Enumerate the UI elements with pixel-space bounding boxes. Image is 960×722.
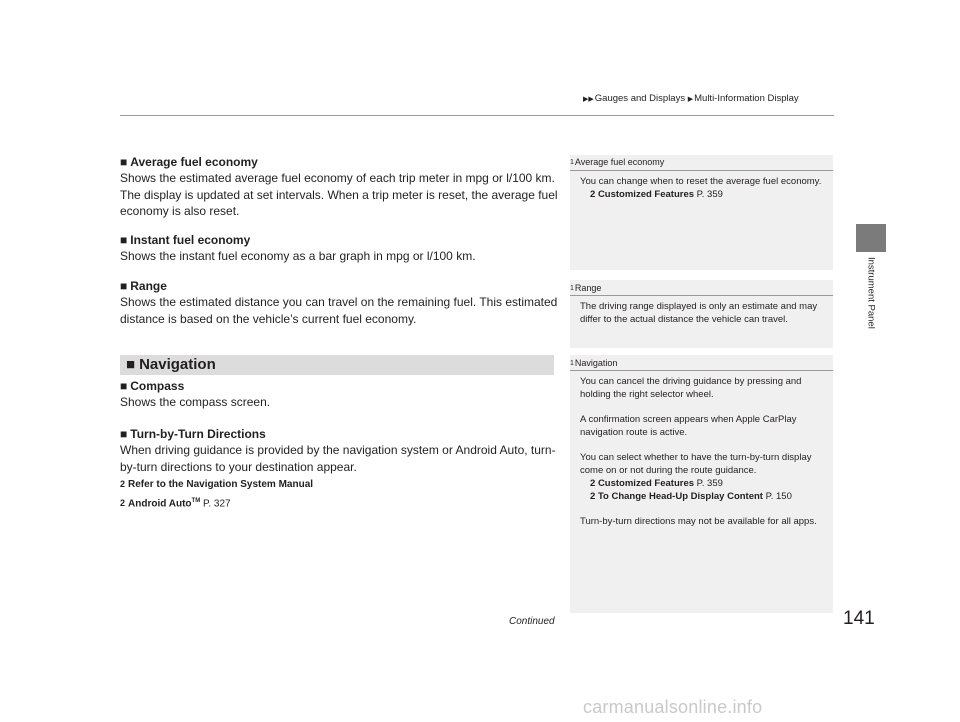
heading-text: Compass [130, 379, 185, 393]
section-heading [120, 426, 560, 442]
section-bullet-icon: ■ [120, 379, 128, 393]
note-text: You can change when to reset the average fuel economy. [580, 176, 822, 187]
section-body: When driving guidance is provided by the navigation system or Android Auto, turn-by-turn directions to your destination appear. [120, 443, 556, 474]
navigation-section-bar [120, 355, 554, 375]
section-body: Shows the instant fuel economy as a bar graph in mpg or l/100 km. [120, 249, 476, 263]
watermark: carmanualsonline.info [583, 697, 763, 717]
note-paragraph: You can select whether to have the turn-by-turn display come on or not during the route guidance. [580, 452, 812, 476]
section-compass [120, 378, 560, 411]
page-number: 141 [843, 608, 875, 629]
reference-link[interactable]: Customized Features [597, 478, 695, 489]
trademark-sup: TM [191, 498, 201, 504]
section-body: Shows the estimated distance you can travel on the remaining fuel. This estimated distance is based on the vehicle’s current fuel economy. [120, 295, 558, 326]
reference-link[interactable]: Android Auto [128, 498, 192, 510]
breadcrumb-item-mid[interactable]: Multi-Information Display [694, 93, 799, 104]
section-range [120, 278, 560, 327]
heading-text: Average fuel economy [130, 155, 258, 169]
chapter-tab-label [857, 257, 885, 367]
continued-label: Continued [509, 616, 555, 627]
section-heading [120, 232, 560, 248]
section-heading [120, 278, 560, 294]
breadcrumb-arrow-icon: ▶ [687, 96, 694, 103]
note-paragraph: You can cancel the driving guidance by pressing and holding the right selector wheel. [580, 376, 802, 400]
reference-arrow-icon: 2 [120, 479, 126, 489]
note-average-fuel-economy [570, 155, 833, 270]
note-reference[interactable]: 2 To Change Head-Up Display Content P. 150 [590, 491, 792, 502]
section-body: Shows the compass screen. [120, 395, 271, 409]
reference-link[interactable]: Customized Features [597, 189, 695, 200]
note-title: 1Average fuel economy [570, 157, 665, 167]
heading-text: Turn-by-Turn Directions [130, 427, 266, 441]
chapter-tab-text: Instrument Panel [865, 257, 877, 329]
header-divider [120, 115, 834, 116]
reference-link[interactable]: To Change Head-Up Display Content [597, 491, 763, 502]
breadcrumb-arrow-icon: ▶▶ [583, 96, 594, 103]
note-divider [570, 370, 833, 371]
note-title: 1Range [570, 283, 602, 293]
note-navigation [570, 355, 833, 613]
heading-text: Navigation [139, 356, 216, 373]
reference-arrow-icon: 2 [120, 498, 126, 509]
note-reference[interactable]: 2 Customized Features P. 359 [590, 189, 723, 200]
reference-page: P. 359 [696, 478, 723, 489]
note-body: The driving range displayed is only an estimate and may differ to the actual distance the vehicle can travel. [580, 301, 818, 325]
section-turn-by-turn [120, 426, 560, 512]
note-title-text: Range [574, 283, 602, 293]
note-paragraph: A confirmation screen appears when Apple CarPlay navigation route is active. [580, 414, 797, 438]
section-bullet-icon: ■ [120, 155, 128, 169]
breadcrumb [583, 93, 799, 104]
note-divider [570, 295, 833, 296]
note-title-text: Navigation [574, 358, 618, 368]
reference-nav-manual[interactable] [120, 476, 560, 493]
section-heading [120, 378, 560, 394]
section-bullet-icon: ■ [120, 279, 128, 293]
note-paragraph: Turn-by-turn directions may not be available for all apps. [580, 516, 817, 527]
note-title-text: Average fuel economy [574, 157, 665, 167]
navigation-section-title [126, 356, 216, 373]
reference-page: P. 150 [765, 491, 792, 502]
note-title: 1Navigation [570, 358, 618, 368]
heading-text: Instant fuel economy [130, 233, 251, 247]
note-divider [570, 170, 833, 171]
section-body: Shows the estimated average fuel economy of each trip meter in mpg or l/100 km. The display is updated at set intervals. When a trip meter is reset, the average fuel economy is also reset. [120, 171, 558, 218]
reference-android-auto[interactable] [120, 493, 560, 512]
reference-page: P. 359 [696, 189, 723, 200]
section-bullet-icon: ■ [120, 233, 128, 247]
heading-text: Range [130, 279, 167, 293]
section-bullet-icon: ■ [126, 356, 136, 373]
reference-page: P. 327 [202, 498, 231, 510]
note-body [580, 375, 826, 528]
section-instant-fuel-economy [120, 232, 560, 265]
section-heading [120, 154, 560, 170]
reference-link[interactable]: Refer to the Navigation System Manual [128, 479, 314, 490]
note-reference[interactable]: 2 Customized Features P. 359 [590, 478, 723, 489]
note-body [580, 175, 826, 201]
note-range [570, 280, 833, 348]
breadcrumb-item-gauges[interactable]: Gauges and Displays [594, 93, 686, 104]
chapter-tab-marker [856, 224, 886, 252]
section-average-fuel-economy [120, 154, 560, 220]
section-bullet-icon: ■ [120, 427, 128, 441]
